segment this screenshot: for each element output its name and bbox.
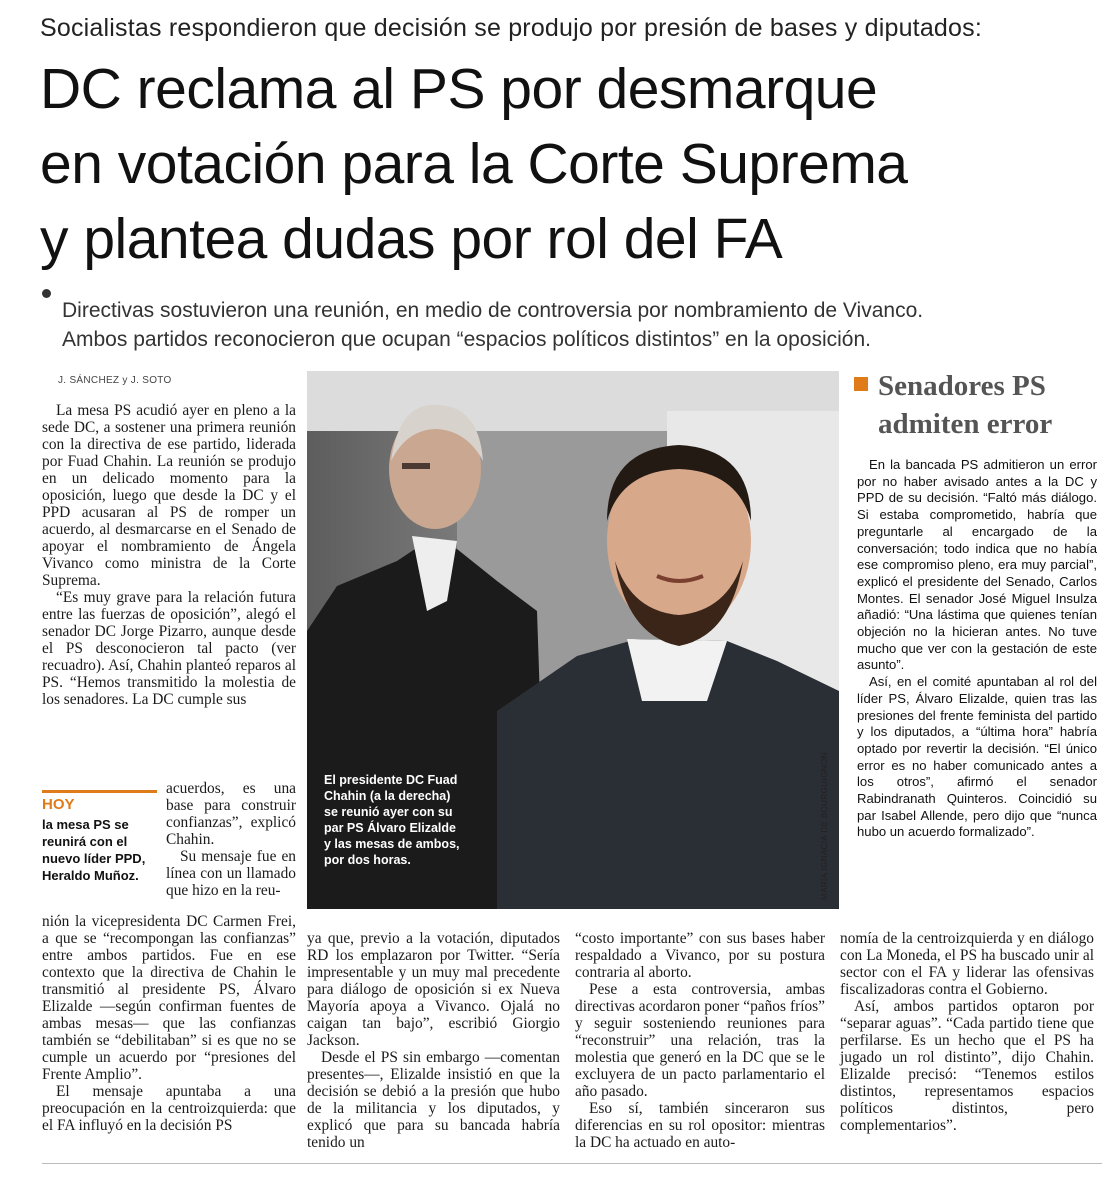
body-paragraph: nión la vicepresidenta DC Carmen Frei, a que se “recompongan las confianzas” entre ambos partidos. Fue en ese contexto que la directiva de Chahin le transmitió al presidente PS, Álvaro Elizalde —según confirman fuentes de ambas mesas— que las confianzas también se “debilitaban” si es que no se cumple un acuerdo por “presiones del Frente Amplio”. — [42, 913, 296, 1083]
lead-line: Ambos partidos reconocieron que ocupan “espacios políticos distintos” en la oposición. — [62, 328, 871, 351]
body-column-4 — [840, 930, 1094, 1134]
body-column-1-top — [42, 402, 296, 708]
photo-credit: MARÍA IGNACIA DE BOURGUIGNON — [820, 752, 829, 900]
photo-caption: El presidente DC Fuad Chahin (a la derecha) se reunió ayer con su par PS Álvaro Elizalde y las mesas de ambos, por dos horas. — [324, 773, 460, 867]
sidebar-paragraph: En la bancada PS admitieron un error por no haber avisado antes a la DC y PPD de su decisión. “Faltó más diálogo. Si estaba comprometido, habría que preguntarle al encargado de la conversación; todo indica que no había ese compromiso pleno, era muy parcial”, explicó el presidente del Senado, Carlos Montes. El senador José Miguel Insulza añadió: “Una lástima que quienes tenían objeción no la hicieran antes. No tuve mucho que ver con la gestación de este asunto”. — [857, 457, 1097, 673]
article-lead — [62, 296, 1102, 354]
sidebar-square-icon — [854, 377, 868, 391]
body-column-1-bottom — [42, 913, 296, 1134]
bottom-rule — [42, 1163, 1102, 1164]
hoy-label: HOY — [42, 796, 75, 813]
body-paragraph: ya que, previo a la votación, diputados RD los emplazaron por Twitter. “Sería impresentable y un muy mal precedente para diálogo de oposición si ex Nueva Mayoría apoya a Vivanco. Ojalá no caigan tan bajo”, escribió Giorgio Jackson. — [307, 930, 560, 1049]
article-headline — [40, 52, 1100, 277]
body-column-1-narrow — [166, 780, 296, 899]
article-kicker: Socialistas respondieron que decisión se produjo por presión de bases y diputados: — [40, 14, 982, 42]
body-paragraph: Desde el PS sin embargo —comentan presentes—, Elizalde insistió en que la decisión se debió a la presión que hubo de la militancia y los diputados, y explicó que para su bancada habría tenido un — [307, 1049, 560, 1151]
body-paragraph: acuerdos, es una base para construir confianzas”, explicó Chahin. — [166, 780, 296, 848]
body-paragraph: Eso sí, también sinceraron sus diferencias en su rol opositor: mientras la DC ha actuado en auto- — [575, 1100, 825, 1151]
lead-bullet-icon — [42, 289, 51, 298]
sidebar-title — [878, 367, 1098, 443]
sidebar-title-line: admiten error — [878, 408, 1053, 440]
headline-line: en votación para la Corte Suprema — [40, 132, 908, 196]
sidebar-title-line: Senadores PS — [878, 370, 1046, 402]
hoy-text: la mesa PS se reunirá con el nuevo líder PPD, Heraldo Muñoz. — [42, 817, 146, 883]
body-paragraph: El mensaje apuntaba a una preocupación en la centroizquierda: que el FA influyó en la decisión PS — [42, 1083, 296, 1134]
headline-line: y plantea dudas por rol del FA — [40, 207, 783, 271]
body-paragraph: “Es muy grave para la relación futura entre las fuerzas de oposición”, alegó el senador DC Jorge Pizarro, aunque desde el PS desconocieron tal pacto (ver recuadro). Así, Chahin planteó reparos al PS. “Hemos transmitido la molestia de los senadores. La DC cumple sus — [42, 589, 296, 708]
lead-line: Directivas sostuvieron una reunión, en medio de controversia por nombramiento de Vivanco. — [62, 299, 924, 322]
body-paragraph: Pese a esta controversia, ambas directivas acordaron poner “paños fríos” y seguir sosteniendo reuniones para “reconstruir” una relación, tras la molestia que generó en la DC que se le excluyera de un pacto parlamentario el año pasado. — [575, 981, 825, 1100]
body-column-3 — [575, 930, 825, 1151]
body-paragraph: Su mensaje fue en línea con un llamado que hizo en la reu- — [166, 848, 296, 899]
sidebar-paragraph: Así, en el comité apuntaban al rol del líder PS, Álvaro Elizalde, quien tras las presiones del frente feminista del partido y los diputados, a “última hora” habría optado por revertir la decisión. “El único error es no haber comunicado antes a los otros”, afirmó el senador Rabindranath Quinteros. Coincidió su par Isabel Allende, pero dijo que “nunca hubo un acuerdo formalizado”. — [857, 674, 1097, 840]
body-paragraph: Así, ambos partidos optaron por “separar aguas”. “Cada partido tiene que perfilarse. Es un hecho que el PS ha jugado un rol distinto”, dijo Chahin. Elizalde precisó: “Tenemos estilos distintos, representamos espacios políticos distintos, pero complementarios”. — [840, 998, 1094, 1134]
body-paragraph: nomía de la centroizquierda y en diálogo con La Moneda, el PS ha buscado unir al sector con el FA y liderar las ofensivas fiscalizadoras contra el Gobierno. — [840, 930, 1094, 998]
body-column-2 — [307, 930, 560, 1151]
sidebar-body — [857, 457, 1097, 841]
hoy-accent-bar — [42, 790, 157, 793]
body-paragraph: “costo importante” con sus bases haber respaldado a Vivanco, por su postura contraria al aborto. — [575, 930, 825, 981]
headline-line: DC reclama al PS por desmarque — [40, 57, 878, 121]
body-paragraph: La mesa PS acudió ayer en pleno a la sede DC, a sostener una primera reunión con la directiva de ese partido, liderada por Fuad Chahin. La reunión se produjo en un delicado momento para la oposición, luego que desde la DC y el PPD acusaran al PS de romper un acuerdo, al desmarcarse en el Senado de apoyar el nombramiento de Ángela Vivanco como ministra de la Corte Suprema. — [42, 402, 296, 589]
byline: J. SÁNCHEZ y J. SOTO — [58, 375, 172, 386]
